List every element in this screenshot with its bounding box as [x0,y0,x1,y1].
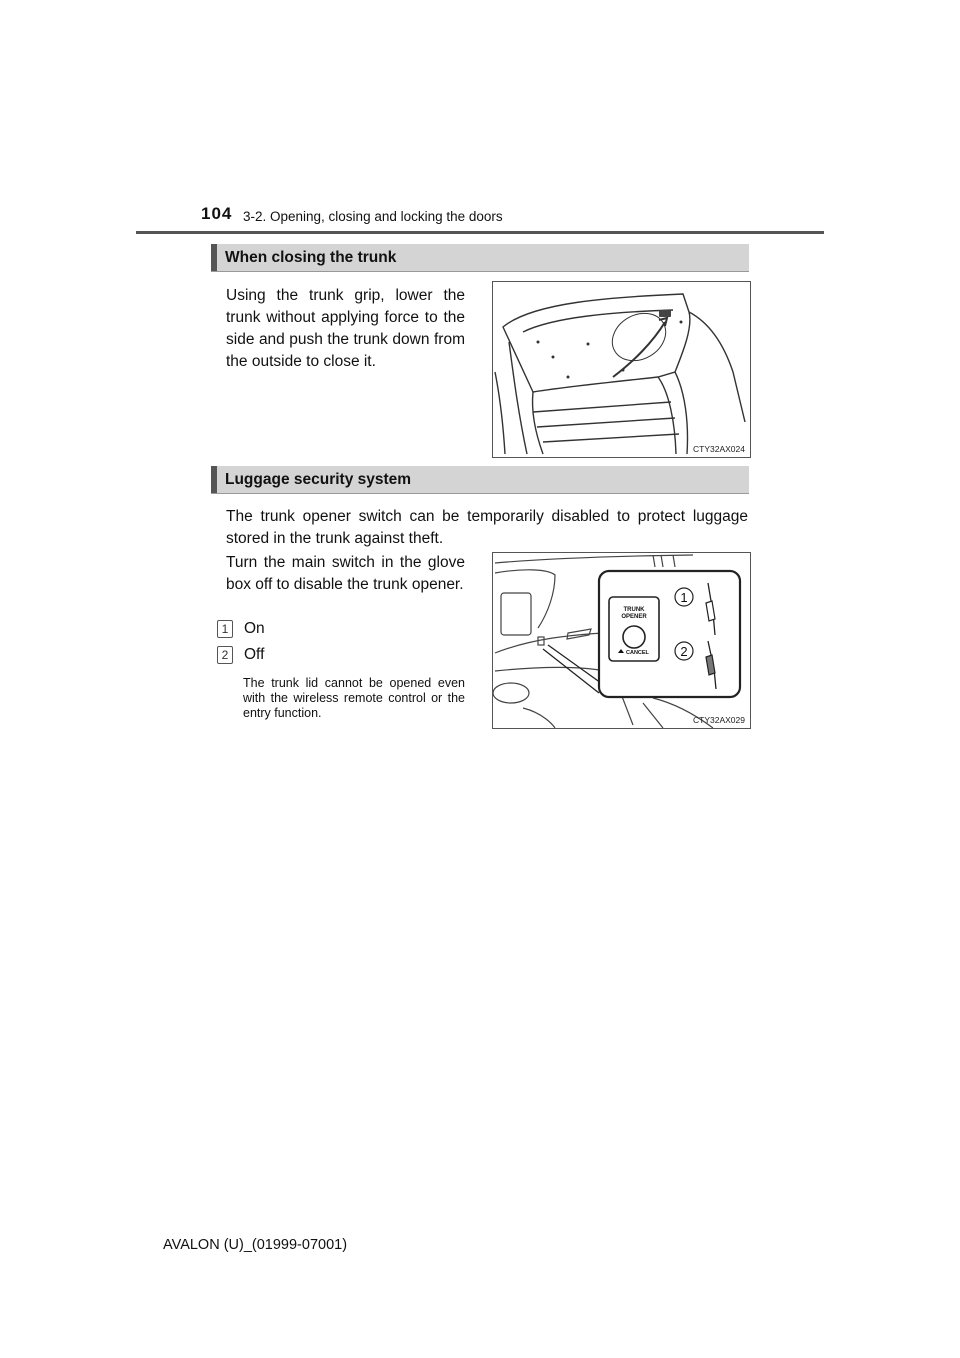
trunk-drawing [493,282,750,457]
figure-code: CTY32AX029 [693,715,745,725]
callout-label: Off [244,646,265,663]
section-heading-closing-trunk [211,244,749,272]
section-heading-luggage-security [211,466,749,494]
callout-label: On [244,620,265,637]
section-heading-label: Luggage security system [225,471,412,488]
switch-label-top: TRUNK [623,607,645,613]
callout-1-label: 1 [680,590,688,605]
trunk-illustration [492,281,751,458]
callout-on [217,620,265,638]
switch-label-bottom: OPENER [621,614,647,620]
callout-off [217,646,264,664]
page-number: 104 [201,204,233,223]
glove-box-drawing [493,553,750,728]
heading-accent [211,244,217,271]
section-title: 3-2. Opening, closing and locking the doors [243,209,503,224]
callout-2-label: 2 [680,644,688,659]
callout-number: 1 [217,620,233,638]
model-code-footer: AVALON (U)_(01999-07001) [163,1237,348,1253]
closing-instructions: Using the trunk grip, lower the trunk without applying force to the side and push the trunk down from the outside to close it. [226,287,465,370]
glove-box-switch-illustration [492,552,751,729]
section-heading-label: When closing the trunk [225,249,397,266]
callout-number: 2 [217,646,233,664]
security-note: The trunk lid cannot be opened even with the wireless remote control or the entry function. [243,676,465,720]
heading-accent [211,466,217,493]
disable-instructions: Turn the main switch in the glove box off to disable the trunk opener. [226,554,465,593]
cancel-label: CANCEL [626,650,649,656]
header-divider [136,231,824,234]
figure-code: CTY32AX024 [693,444,745,454]
luggage-security-intro: The trunk opener switch can be temporarily disabled to protect luggage stored in the trunk against theft. [226,508,748,547]
